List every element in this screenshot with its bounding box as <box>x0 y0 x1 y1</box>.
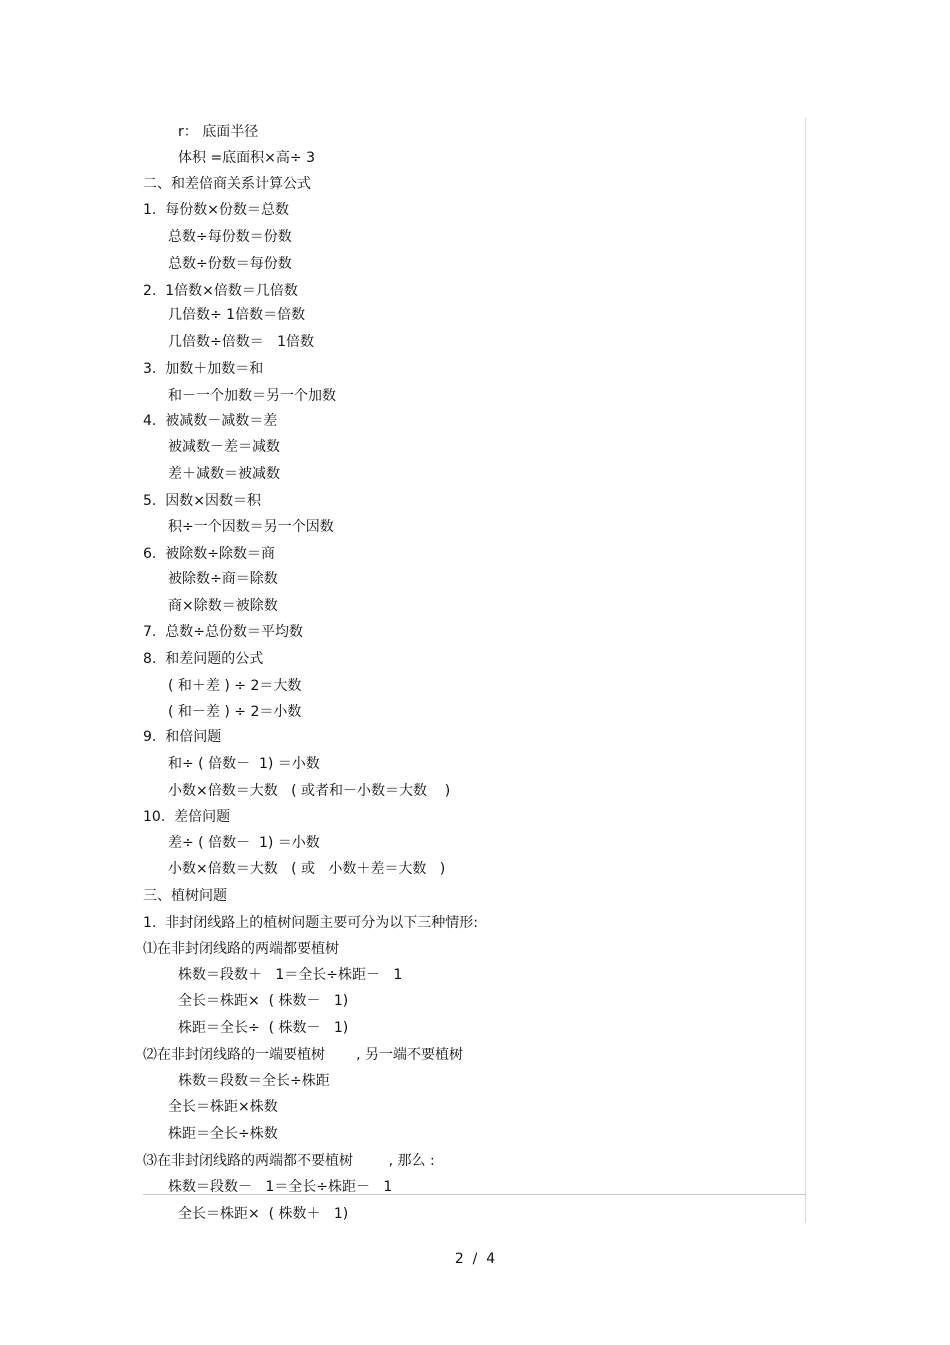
text-line: 1. 每份数×份数＝总数 <box>143 202 289 218</box>
text-line: 5. 因数×因数＝积 <box>143 493 261 509</box>
text-line: 6. 被除数÷除数＝商 <box>143 546 275 562</box>
text-line: ⑵在非封闭线路的一端要植树 , 另一端不要植树 <box>143 1047 464 1063</box>
text-line: r： 底面半径 <box>178 124 259 140</box>
text-line: 差＋减数＝被减数 <box>168 466 280 482</box>
text-line: 1. 非封闭线路上的植树问题主要可分为以下三种情形: <box>143 915 478 931</box>
text-line: 小数×倍数＝大数 ( 或者和－小数＝大数 ) <box>168 783 451 799</box>
text-line: 和－一个加数＝另一个加数 <box>168 388 336 404</box>
section-heading: 三、植树问题 <box>143 888 227 904</box>
text-line: 株数＝段数－ 1＝全长÷株距－ 1 <box>168 1179 393 1195</box>
text-line: 2. 1倍数×倍数＝几倍数 <box>143 283 298 299</box>
text-line: 全长＝株距× ( 株数－ 1) <box>178 993 349 1009</box>
text-line: ⑴在非封闭线路的两端都要植树 <box>143 941 339 957</box>
text-line: 10. 差倍问题 <box>143 809 231 825</box>
text-line: 商×除数＝被除数 <box>168 598 278 614</box>
page-right-border <box>805 118 806 1223</box>
section-heading: 二、和差倍商关系计算公式 <box>143 176 311 192</box>
page-number: 2 / 4 <box>454 1251 496 1267</box>
text-line: 小数×倍数＝大数 ( 或 小数＋差＝大数 ) <box>168 861 446 877</box>
text-line: 体积 =底面积×高÷ 3 <box>178 150 315 166</box>
text-line: 几倍数÷ 1倍数＝倍数 <box>168 307 306 323</box>
text-line: 7. 总数÷总份数＝平均数 <box>143 624 303 640</box>
text-line: 和÷ ( 倍数－ 1) ＝小数 <box>168 756 320 772</box>
text-line: ( 和－差 ) ÷ 2＝小数 <box>168 704 302 720</box>
text-line: ⑶在非封闭线路的两端都不要植树 , 那么 : <box>143 1153 435 1169</box>
text-line: 被减数－差＝减数 <box>168 439 280 455</box>
text-line: 几倍数÷倍数＝ 1倍数 <box>168 334 314 350</box>
text-line: 株距＝全长÷ ( 株数－ 1) <box>178 1020 349 1036</box>
text-line: 积÷一个因数＝另一个因数 <box>168 519 334 535</box>
text-line: 株数＝段数＝全长÷株距 <box>178 1073 330 1089</box>
text-line: 8. 和差问题的公式 <box>143 651 264 667</box>
text-line: 全长＝株距× ( 株数＋ 1) <box>178 1206 349 1222</box>
text-line: 差÷ ( 倍数－ 1) ＝小数 <box>168 835 320 851</box>
text-line: 9. 和倍问题 <box>143 729 222 745</box>
text-line: 被除数÷商＝除数 <box>168 571 278 587</box>
text-line: 3. 加数＋加数＝和 <box>143 361 264 377</box>
text-line: 总数÷份数＝每份数 <box>168 256 292 272</box>
text-line: ( 和＋差 ) ÷ 2＝大数 <box>168 678 302 694</box>
text-line: 株距＝全长÷株数 <box>168 1126 278 1142</box>
text-line: 4. 被减数－减数＝差 <box>143 413 278 429</box>
text-line: 总数÷每份数＝份数 <box>168 229 292 245</box>
text-line: 株数＝段数＋ 1＝全长÷株距－ 1 <box>178 967 403 983</box>
text-line: 全长＝株距×株数 <box>168 1099 278 1115</box>
